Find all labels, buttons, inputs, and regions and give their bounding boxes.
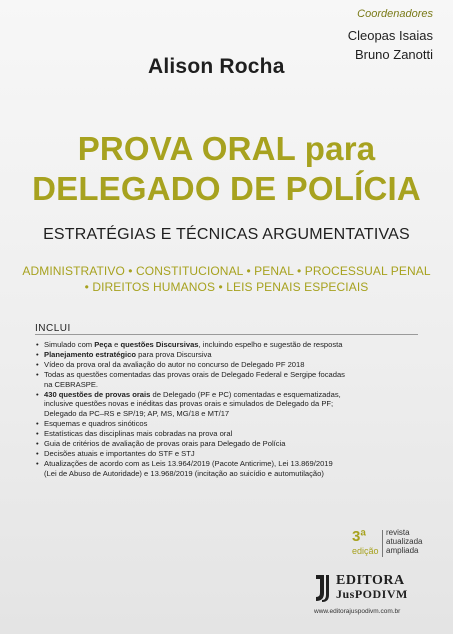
includes-item <box>36 449 346 459</box>
includes-item <box>36 350 346 360</box>
subject-areas <box>20 263 433 295</box>
includes-item-emphasis: questões Discursivas <box>120 340 199 349</box>
book-subtitle: ESTRATÉGIAS E TÉCNICAS ARGUMENTATIVAS <box>43 226 410 243</box>
publisher-logo <box>312 573 432 617</box>
includes-item-text: Decisões atuais e importantes do STF e STJ <box>44 448 195 458</box>
edition-word: edição <box>352 546 379 556</box>
publisher-name: EDITORA <box>336 573 405 588</box>
author-name: Alison Rocha <box>148 55 285 78</box>
includes-item <box>36 439 346 449</box>
title-line: PROVA ORAL para <box>77 130 376 167</box>
includes-item <box>36 419 346 429</box>
includes-item-text: e <box>111 340 121 349</box>
edition-badge <box>352 528 432 558</box>
edition-description <box>386 528 422 555</box>
includes-item-text: Todas as questões comentadas das provas orais de Delegado Federal e Sergipe focadas na CEBRASPE. <box>44 369 345 389</box>
title-line: DELEGADO DE POLÍCIA <box>32 170 421 207</box>
includes-item-emphasis: Planejamento estratégico <box>44 349 137 359</box>
includes-heading: INCLUI <box>35 323 71 334</box>
coordinator-name: Bruno Zanotti <box>354 47 433 62</box>
includes-item <box>36 340 346 350</box>
includes-item-text: de Delegado (PF e PC) comentadas e esquematizadas, inclusive questões novas e inéditas das provas orais e simulados de Delegado da PF; Delegado da PC–RS e SP/19; AP, MS, MG/18 e MT/17 <box>44 389 341 419</box>
includes-item <box>36 390 346 420</box>
coordinators-block <box>313 8 433 64</box>
areas-line: • DIREITOS HUMANOS • LEIS PENAIS ESPECIAIS <box>84 280 369 294</box>
includes-item-text: Estatísticas das disciplinas mais cobradas na prova oral <box>44 429 233 439</box>
edition-desc-line: revista <box>386 528 410 537</box>
includes-item-emphasis: 430 questões de provas orais <box>44 389 151 399</box>
includes-item-text: Esquemas e quadros sinóticos <box>44 419 148 429</box>
includes-item-text: Guia de critérios de avaliação de provas orais para Delegado de Polícia <box>44 439 286 449</box>
edition-divider <box>382 530 383 557</box>
publisher-mark-icon <box>312 573 332 603</box>
edition-desc-line: atualizada <box>386 537 423 546</box>
includes-item <box>36 459 346 479</box>
book-title <box>0 129 453 209</box>
edition-desc-line: ampliada <box>386 546 419 555</box>
includes-item-emphasis: Peça <box>94 340 112 349</box>
includes-list <box>36 340 346 479</box>
includes-item-text: para prova Discursiva <box>136 349 212 359</box>
coordinator-name: Cleopas Isaias <box>347 28 433 43</box>
publisher-url: www.editorajuspodivm.com.br <box>314 608 401 615</box>
coordinators-label: Coordenadores <box>357 8 433 20</box>
publisher-subname: JusPODIVM <box>336 587 408 601</box>
areas-line: ADMINISTRATIVO • CONSTITUCIONAL • PENAL • PROCESSUAL PENAL <box>22 264 431 278</box>
includes-item <box>36 370 346 390</box>
includes-item-text: Vídeo da prova oral da avaliação do autor no concurso de Delegado PF 2018 <box>44 359 305 369</box>
includes-item <box>36 360 346 370</box>
includes-item <box>36 429 346 439</box>
includes-item-text: Simulado com <box>44 340 95 349</box>
includes-item-text: Atualizações de acordo com as Leis 13.964/2019 (Pacote Anticrime), Lei 13.869/2019 (Lei de Abuso de Autoridade) e 13.968/2019 (incitação ao suicídio e automutilação) <box>44 458 333 478</box>
edition-number: 3ª <box>352 528 366 545</box>
includes-item-text: , incluindo espelho e sugestão de resposta <box>198 340 343 349</box>
includes-divider <box>35 334 418 335</box>
